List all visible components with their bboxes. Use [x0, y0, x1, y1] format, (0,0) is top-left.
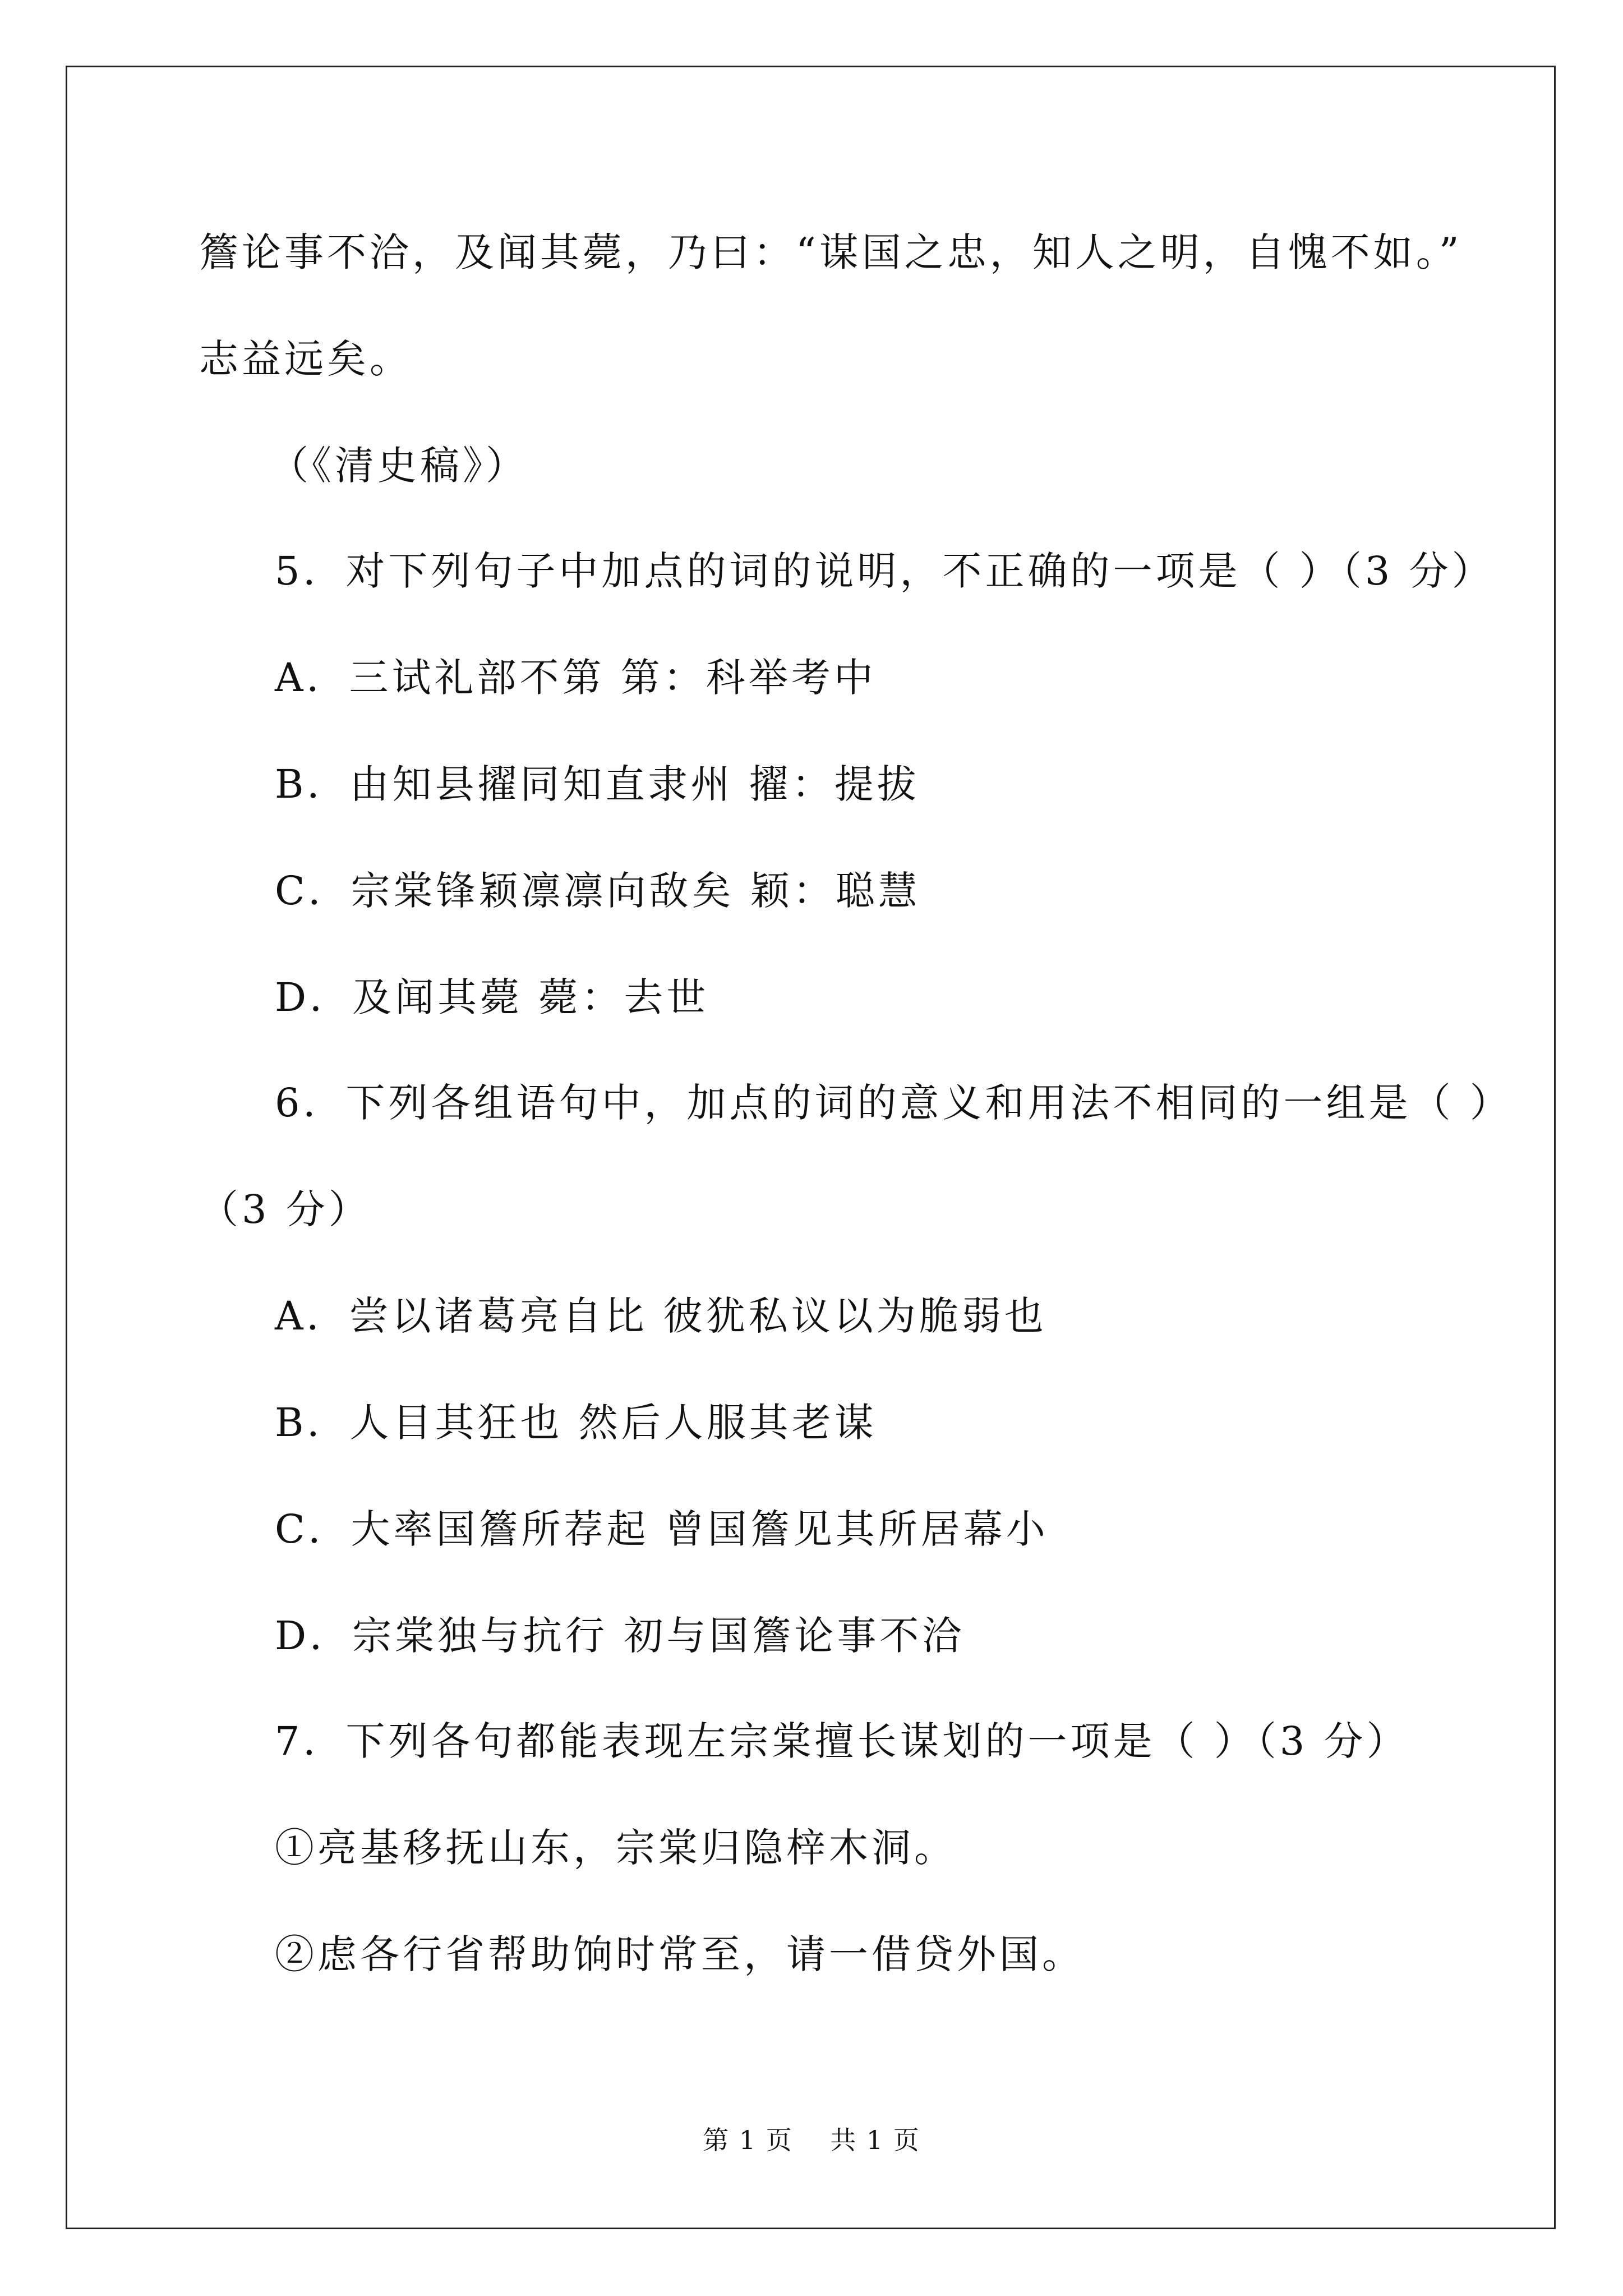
q6-option-c: C．大率国簷所荐起 曾国簷见其所居幕小: [275, 1506, 1049, 1552]
q6-option-b: B．人目其狂也 然后人服其老谋: [275, 1400, 877, 1446]
q6-option-a: A．尝以诸葛亮自比 彼犹私议以为脆弱也: [275, 1293, 1047, 1339]
question-6: 6．下列各组语句中，加点的词的意义和用法不相同的一组是（ ）: [275, 1080, 1513, 1126]
question-5: 5．对下列句子中加点的词的说明，不正确的一项是（ ）（3 分）: [275, 548, 1495, 594]
q7-item-2: ②虑各行省帮助饷时常至，请一借贷外国。: [275, 1931, 1085, 1977]
q5-option-a: A．三试礼部不第 第：科举考中: [275, 655, 877, 701]
q5-option-b: B．由知县擢同知直隶州 擢：提拔: [275, 761, 920, 807]
text-line-2: 志益远矣。: [199, 336, 412, 382]
q7-item-1: ①亮基移抚山东，宗棠归隐梓木洞。: [275, 1825, 957, 1871]
page-border: [66, 66, 1556, 2229]
q6-option-d: D．宗棠独与抗行 初与国簷论事不洽: [275, 1613, 965, 1659]
q5-option-d: D．及闻其薨 薨：去世: [275, 974, 709, 1020]
question-7: 7．下列各句都能表现左宗棠擅长谋划的一项是（ ）（3 分）: [275, 1718, 1409, 1764]
question-6-score: （3 分）: [199, 1186, 371, 1232]
source-citation: （《清史稿》）: [269, 443, 528, 489]
q5-option-c: C．宗棠锋颖凛凛向敌矣 颖：聪慧: [275, 868, 921, 914]
page-footer: 第 1 页 共 1 页: [703, 2125, 920, 2155]
text-line-1: 簷论事不洽，及闻其薨，乃曰：“谋国之忠，知人之明，自愧不如。”: [199, 229, 1463, 275]
